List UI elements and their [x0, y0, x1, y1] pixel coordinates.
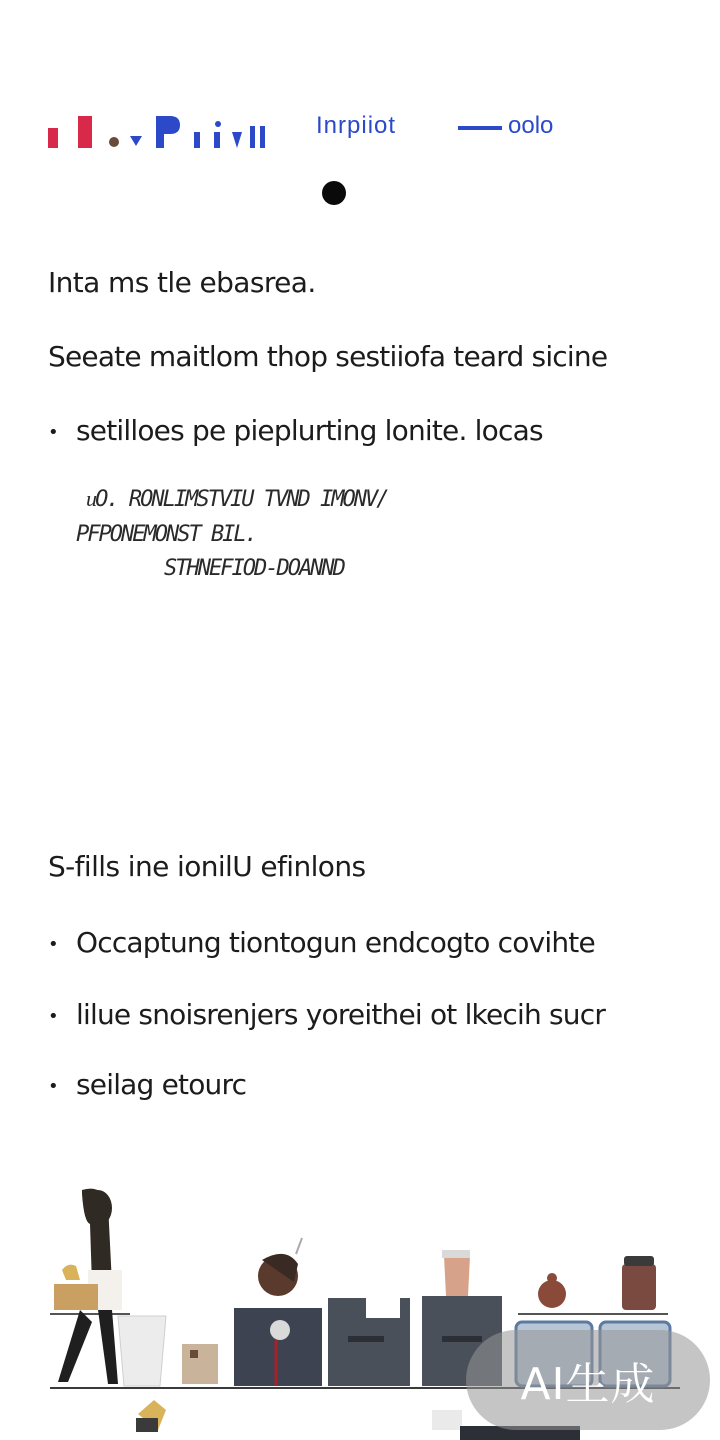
list-item [48, 926, 595, 959]
brand-logo [46, 104, 554, 144]
intro-heading: Inta ms tle ebasrea. [48, 266, 316, 299]
logo-mark-icon [46, 114, 306, 148]
logo-dash [458, 126, 502, 130]
code-line: ᴎO. RONLIMSTVIU TVND IMONV/ [86, 487, 388, 512]
list-item [48, 1068, 246, 1101]
code-line: PFPONEMONST BIL. [76, 522, 256, 547]
bullet-icon: • [48, 1005, 58, 1027]
code-line: STHNEFIOD-DOANND [164, 556, 344, 581]
list-item-text: seilag etourc [76, 1068, 247, 1101]
bullet-icon: • [48, 933, 58, 955]
badge-text: AI生成 [520, 1359, 656, 1410]
bullet-icon: • [48, 1075, 58, 1097]
list-item-text: lilue snoisrenjers yoreithei ot lkecih sucr [76, 998, 606, 1031]
logo-tail-text: oolo [508, 112, 554, 139]
section-dot [322, 181, 346, 205]
logo-text: Inrpiiot [316, 112, 397, 139]
list-item-text: setilloes pe pieplurting lonite. locas [76, 414, 543, 447]
list-item [48, 414, 543, 447]
section-heading: S-fills ine ionilU efinlons [48, 850, 366, 883]
list-item-text: Occaptung tiontogun endcogto covihte [76, 926, 595, 959]
bullet-icon: • [48, 421, 58, 443]
list-item [48, 998, 605, 1031]
ai-generated-badge [466, 1330, 710, 1430]
intro-paragraph: Seeate maitlom thop sestiiofa teard sicine [48, 340, 608, 373]
